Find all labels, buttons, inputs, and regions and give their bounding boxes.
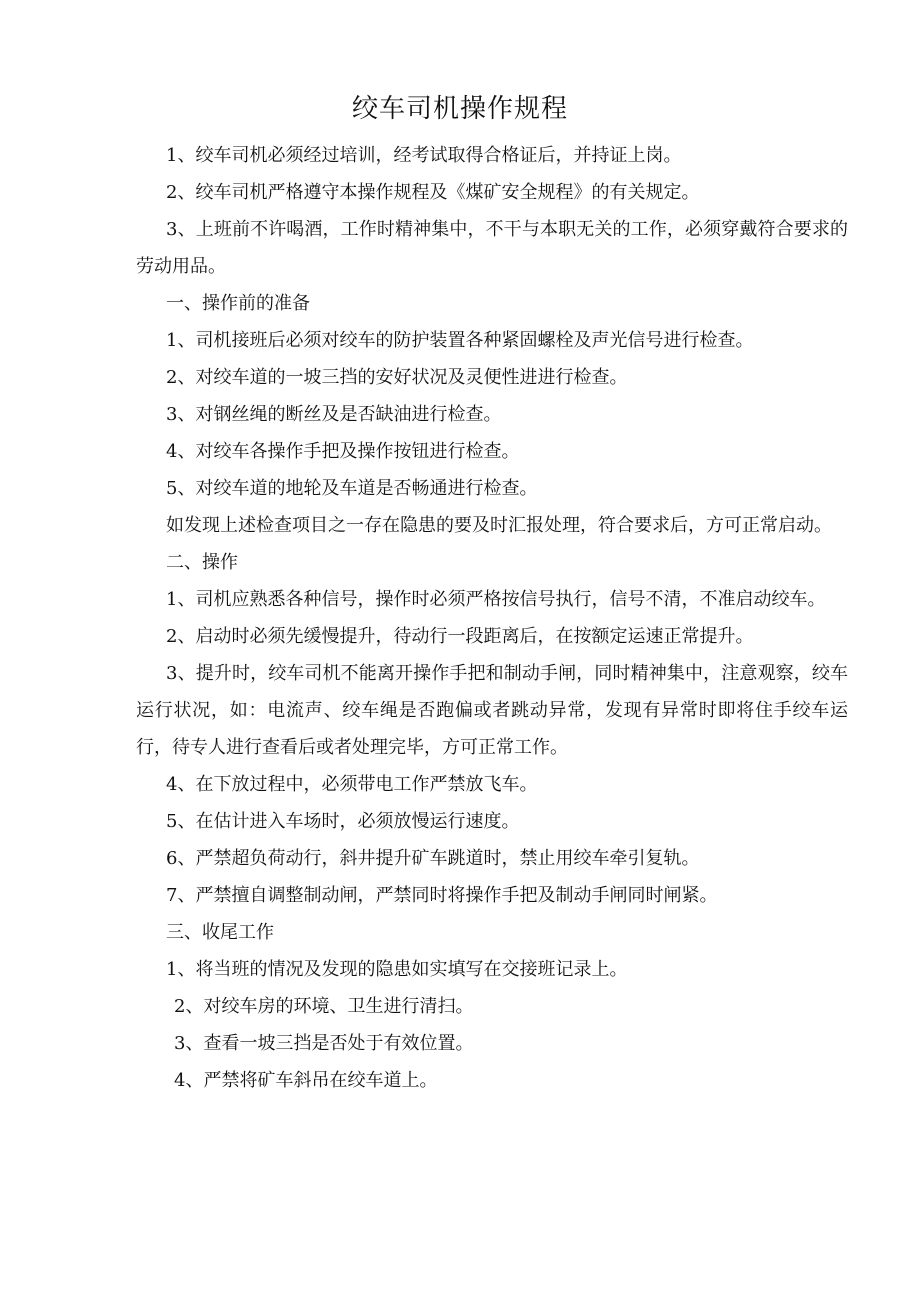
section-heading-operation: 二、操作 bbox=[166, 552, 238, 573]
paragraph-rule-3: 3、上班前不许喝酒，工作时精神集中，不干与本职无关的工作，必须穿戴符合要求的劳动用品。 bbox=[136, 219, 848, 277]
section-heading-preparation: 一、操作前的准备 bbox=[166, 293, 310, 314]
paragraph-rule-2: 2、绞车司机严格遵守本操作规程及《煤矿安全规程》的有关规定。 bbox=[166, 182, 700, 203]
paragraph-prep-2: 2、对绞车道的一坡三挡的安好状况及灵便性进进行检查。 bbox=[166, 367, 628, 388]
paragraph-rule-1: 1、绞车司机必须经过培训，经考试取得合格证后，并持证上岗。 bbox=[166, 145, 682, 166]
paragraph-close-3: 3、查看一坡三挡是否处于有效位置。 bbox=[174, 1033, 474, 1054]
paragraph-op-5: 5、在估计进入车场时，必须放慢运行速度。 bbox=[166, 811, 520, 832]
paragraph-prep-note: 如发现上述检查项目之一存在隐患的要及时汇报处理，符合要求后，方可正常启动。 bbox=[166, 515, 832, 536]
paragraph-op-7: 7、严禁擅自调整制动闸，严禁同时将操作手把及制动手闸同时闸紧。 bbox=[166, 885, 718, 906]
paragraph-op-3: 3、提升时，绞车司机不能离开操作手把和制动手闸，同时精神集中，注意观察，绞车运行状况，如：电流声、绞车绳是否跑偏或者跳动异常，发现有异常时即将住手绞车运行，待专人进行查看后或者处理完毕，方可正常工作。 bbox=[136, 663, 848, 758]
paragraph-op-2: 2、启动时必须先缓慢提升，待动行一段距离后，在按额定运速正常提升。 bbox=[166, 626, 754, 647]
paragraph-close-1: 1、将当班的情况及发现的隐患如实填写在交接班记录上。 bbox=[166, 959, 628, 980]
paragraph-op-6: 6、严禁超负荷动行，斜井提升矿车跳道时，禁止用绞车牵引复轨。 bbox=[166, 848, 700, 869]
paragraph-close-4: 4、严禁将矿车斜吊在绞车道上。 bbox=[174, 1070, 438, 1091]
paragraph-prep-1: 1、司机接班后必须对绞车的防护装置各种紧固螺栓及声光信号进行检查。 bbox=[166, 330, 754, 351]
section-heading-closing: 三、收尾工作 bbox=[166, 922, 274, 943]
paragraph-op-4: 4、在下放过程中，必须带电工作严禁放飞车。 bbox=[166, 774, 538, 795]
document-title: 绞车司机操作规程 bbox=[351, 94, 568, 124]
paragraph-prep-3: 3、对钢丝绳的断丝及是否缺油进行检查。 bbox=[166, 404, 502, 425]
paragraph-prep-4: 4、对绞车各操作手把及操作按钮进行检查。 bbox=[166, 441, 520, 462]
document-body bbox=[136, 137, 848, 1099]
paragraph-prep-5: 5、对绞车道的地轮及车道是否畅通进行检查。 bbox=[166, 478, 538, 499]
paragraph-close-2: 2、对绞车房的环境、卫生进行清扫。 bbox=[174, 996, 474, 1017]
paragraph-op-1: 1、司机应熟悉各种信号，操作时必须严格按信号执行，信号不清，不准启动绞车。 bbox=[166, 589, 826, 610]
